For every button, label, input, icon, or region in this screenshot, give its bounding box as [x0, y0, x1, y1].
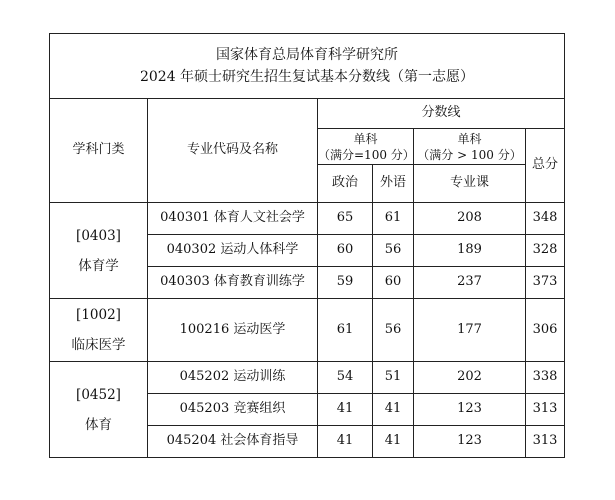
foreign-score: 61 [373, 203, 414, 235]
major-course-score: 208 [414, 203, 526, 235]
major-cell: 100216 运动医学 [148, 299, 318, 362]
politics-score: 60 [318, 235, 373, 267]
discipline-name: 体育学 [78, 257, 119, 274]
foreign-score: 56 [373, 235, 414, 267]
header-foreign-language: 外语 [373, 165, 414, 203]
document-subtitle: 2024 年硕士研究生招生复试基本分数线（第一志愿） [139, 69, 475, 85]
politics-score: 65 [318, 203, 373, 235]
total-score: 313 [526, 394, 565, 426]
total-score: 313 [526, 426, 565, 458]
total-score: 306 [526, 299, 565, 362]
header-row-1 [50, 99, 565, 129]
score-document [49, 33, 564, 458]
discipline-code: [0452] [76, 386, 121, 403]
total-score: 328 [526, 235, 565, 267]
politics-score: 59 [318, 267, 373, 299]
header-total: 总分 [526, 129, 565, 203]
header-single-100-sub: （满分=100 分） [318, 147, 415, 162]
major-course-score: 123 [414, 426, 526, 458]
title-cell [50, 34, 565, 99]
major-course-score: 189 [414, 235, 526, 267]
header-major: 专业代码及名称 [148, 99, 318, 203]
institute-title: 国家体育总局体育科学研究所 [216, 47, 398, 63]
header-discipline: 学科门类 [50, 99, 148, 203]
discipline-code: [0403] [76, 227, 121, 244]
major-cell: 045203 竞赛组织 [148, 394, 318, 426]
foreign-score: 51 [373, 362, 414, 394]
discipline-name: 临床医学 [71, 337, 126, 353]
major-course-score: 177 [414, 299, 526, 362]
major-cell: 045202 运动训练 [148, 362, 318, 394]
major-cell: 040302 运动人体科学 [148, 235, 318, 267]
total-score: 338 [526, 362, 565, 394]
foreign-score: 41 [373, 426, 414, 458]
title-row [50, 34, 565, 99]
foreign-score: 56 [373, 299, 414, 362]
score-table [49, 33, 565, 458]
discipline-cell [50, 362, 148, 458]
discipline-cell [50, 299, 148, 362]
politics-score: 54 [318, 362, 373, 394]
header-major-course: 专业课 [414, 165, 526, 203]
politics-score: 41 [318, 394, 373, 426]
header-single-over-sub: （满分 > 100 分） [417, 147, 522, 162]
politics-score: 61 [318, 299, 373, 362]
table-row [50, 299, 565, 362]
table-row [50, 362, 565, 394]
major-cell: 040301 体育人文社会学 [148, 203, 318, 235]
header-politics: 政治 [318, 165, 373, 203]
politics-score: 41 [318, 426, 373, 458]
total-score: 348 [526, 203, 565, 235]
header-score-line: 分数线 [318, 99, 565, 129]
major-cell: 040303 体育教育训练学 [148, 267, 318, 299]
header-single-over-label: 单科 [457, 131, 482, 146]
major-cell: 045204 社会体育指导 [148, 426, 318, 458]
discipline-cell [50, 203, 148, 299]
header-single-100-label: 单科 [353, 131, 378, 146]
table-row [50, 203, 565, 235]
discipline-name: 体育 [85, 416, 112, 433]
total-score: 373 [526, 267, 565, 299]
header-single-100 [318, 129, 414, 165]
header-single-over [414, 129, 526, 165]
major-course-score: 237 [414, 267, 526, 299]
major-course-score: 202 [414, 362, 526, 394]
foreign-score: 41 [373, 394, 414, 426]
major-course-score: 123 [414, 394, 526, 426]
discipline-code: [1002] [76, 307, 121, 323]
foreign-score: 60 [373, 267, 414, 299]
